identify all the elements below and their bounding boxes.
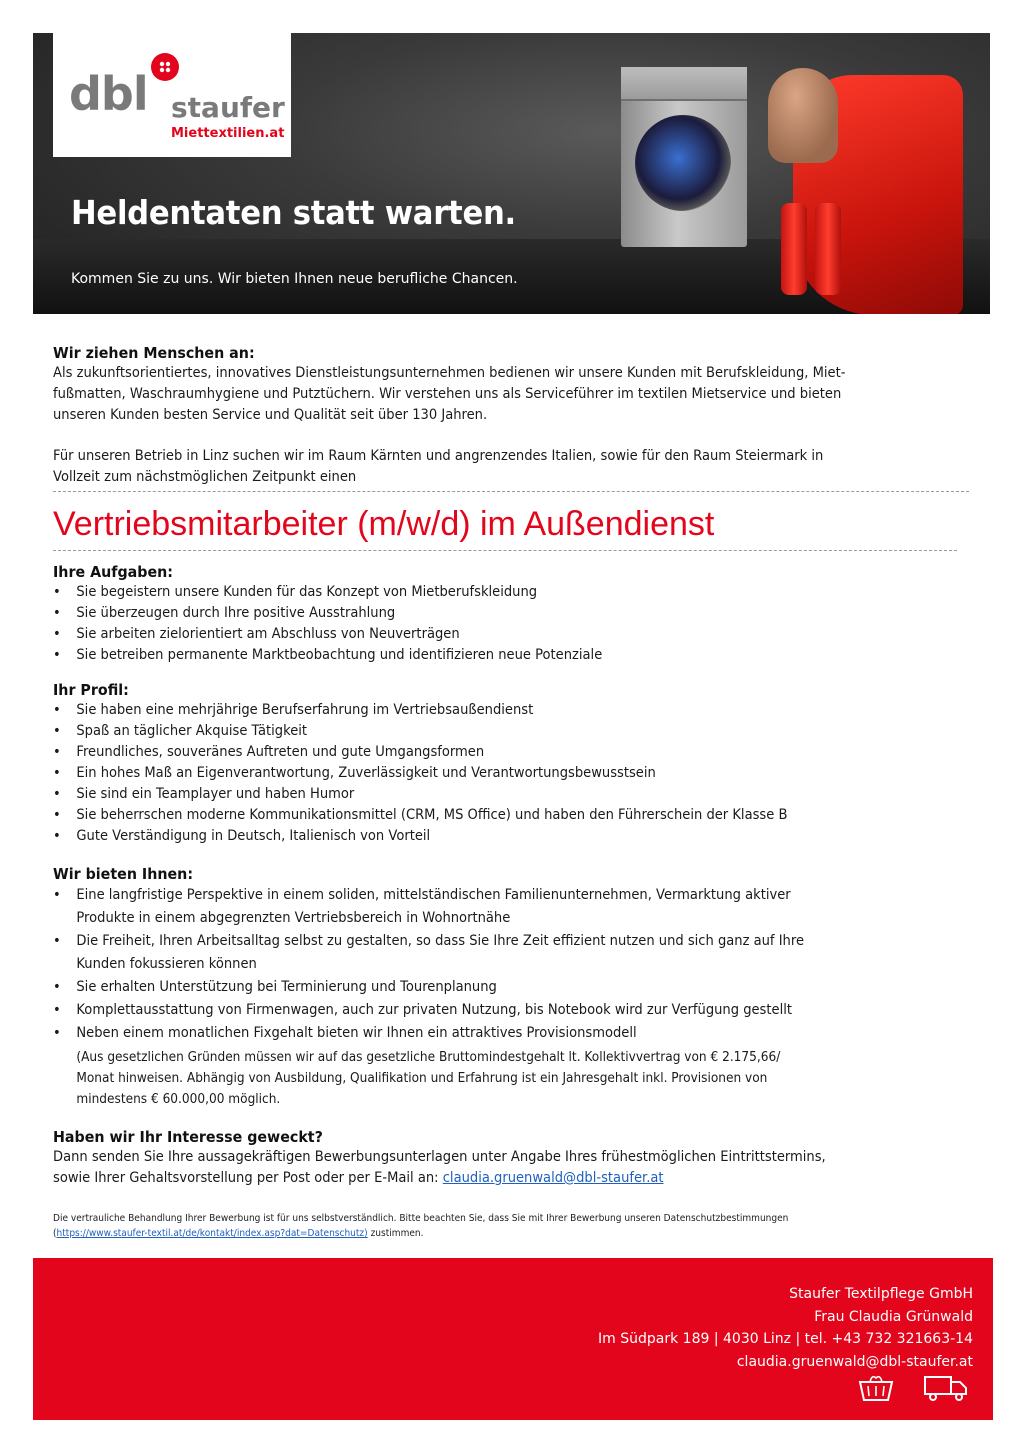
divider [53,550,957,551]
list-item: • Sie haben eine mehrjährige Berufserfahrung im Vertriebsaußendienst [53,702,534,718]
intro-text-line: Als zukunftsorientiertes, innovatives Dienstleistungsunternehmen bedienen wir unsere Kunden mit Berufskleidung, Miet- [53,365,846,381]
profile-list [53,700,958,847]
hero-boot-image [815,203,841,295]
tasks-section [53,562,958,666]
search-text-line: Für unseren Betrieb in Linz suchen wir im Raum Kärnten und angrenzendes Italien, sowie für den Raum Steiermark in [53,448,824,464]
email-link[interactable]: claudia.gruenwald@dbl-staufer.at [442,1170,664,1186]
interest-text-line: Dann senden Sie Ihre aussagekräftigen Bewerbungsunterlagen unter Angabe Ihres frühestmöglichen Eintrittstermins, [53,1149,826,1165]
job-title: Vertriebsmitarbeiter (m/w/d) im Außendienst [53,505,715,543]
privacy-section [53,1211,958,1241]
footer-address-block [598,1283,973,1373]
hero-boot-image [781,203,807,295]
washing-machine-image [621,67,747,247]
footer-contact: Frau Claudia Grünwald [814,1308,973,1325]
intro-text-line: unseren Kunden besten Service und Qualität seit über 130 Jahren. [53,407,488,423]
list-item: • Ein hohes Maß an Eigenverantwortung, Zuverlässigkeit und Verantwortungsbewusstsein [53,765,656,781]
intro-heading: Wir ziehen Menschen an: [53,344,255,362]
banner-headline: Heldentaten statt warten. [71,193,516,232]
tasks-list [53,582,958,666]
interest-section [53,1127,958,1189]
profile-section [53,680,958,847]
footer-address: Im Südpark 189 | 4030 Linz | tel. +43 732 321663-14 [598,1331,973,1347]
list-item: • Sie betreiben permanente Marktbeobachtung und identifizieren neue Potenziale [53,647,603,663]
logo-brand-text: staufer [171,91,285,124]
logo-dbl-text: dbl [69,67,148,121]
laundry-basket-icon [856,1372,896,1406]
salary-note-line: mindestens € 60.000,00 möglich. [76,1092,281,1107]
header-banner [33,33,990,314]
footer-email[interactable]: claudia.gruenwald@dbl-staufer.at [736,1353,973,1370]
offer-section [53,864,958,1110]
list-item: • Sie überzeugen durch Ihre positive Ausstrahlung [53,605,396,621]
list-item: • Sie arbeiten zielorientiert am Abschluss von Neuverträgen [53,626,460,642]
list-item: • Freundliches, souveränes Auftreten und gute Umgangsformen [53,744,485,760]
tasks-heading: Ihre Aufgaben: [53,563,174,581]
salary-note-line: (Aus gesetzlichen Gründen müssen wir auf das gesetzliche Bruttomindestgehalt lt. Kollektivvertrag von € 2.175,66/ [76,1050,781,1065]
privacy-text: Die vertrauliche Behandlung Ihrer Bewerbung ist für uns selbstverständlich. Bitte beachten Sie, dass Sie mit Ihrer Bewerbung unseren Datenschutzbestimmungen [53,1213,789,1224]
list-item: • Sie erhalten Unterstützung bei Terminierung und Tourenplanung [53,979,497,995]
divider [53,491,969,492]
footer [33,1258,993,1420]
list-item: • Sie begeistern unsere Kunden für das Konzept von Mietberufskleidung [53,584,538,600]
logo-subtitle: Miettextilien.at [171,126,285,141]
privacy-text: (https://www.staufer-textil.at/de/kontakt/index.asp?dat=Datenschutz) zustimmen. [53,1228,424,1239]
hero-figure-image [768,68,838,163]
list-item: • Spaß an täglicher Akquise Tätigkeit [53,723,308,739]
offer-list [53,884,958,1045]
intro-section [53,343,958,488]
list-item: • Gute Verständigung in Deutsch, Italienisch von Vorteil [53,828,431,844]
button-logo-icon [151,53,179,81]
list-item: • Sie beherrschen moderne Kommunikationsmittel (CRM, MS Office) und haben den Führerschein der Klasse B [53,807,788,823]
delivery-truck-icon [923,1372,969,1406]
list-item: • Die Freiheit, Ihren Arbeitsalltag selbst zu gestalten, so dass Sie Ihre Zeit effizient nutzen und sich ganz auf Ihre Kunden fokussieren können [53,933,805,972]
list-item: • Eine langfristige Perspektive in einem soliden, mittelständischen Familienunternehmen, Vermarktung aktiver Produkte in einem abgegrenzten Vertriebsbereich in Wohnortnähe [53,887,791,926]
list-item: • Komplettausstattung von Firmenwagen, auch zur privaten Nutzung, bis Notebook wird zur Verfügung gestellt [53,1002,792,1018]
offer-heading: Wir bieten Ihnen: [53,865,194,883]
interest-heading: Haben wir Ihr Interesse geweckt? [53,1128,323,1146]
salary-note-line: Monat hinweisen. Abhängig von Ausbildung, Qualifikation und Erfahrung ist ein Jahresgehalt inkl. Provisionen von [76,1071,768,1086]
profile-heading: Ihr Profil: [53,681,129,699]
interest-text-line: sowie Ihrer Gehaltsvorstellung per Post oder per E-Mail an: claudia.gruenwald@dbl-staufer.at [53,1170,664,1186]
list-item: • Neben einem monatlichen Fixgehalt bieten wir Ihnen ein attraktives Provisionsmodell [53,1025,637,1041]
banner-subline: Kommen Sie zu uns. Wir bieten Ihnen neue berufliche Chancen. [71,271,518,287]
intro-text-line: fußmatten, Waschraumhygiene und Putztüchern. Wir verstehen uns als Serviceführer im textilen Mietservice und bieten [53,386,842,402]
search-text-line: Vollzeit zum nächstmöglichen Zeitpunkt einen [53,469,357,485]
list-item: • Sie sind ein Teamplayer und haben Humor [53,786,355,802]
company-logo [53,33,291,157]
footer-icons [856,1372,969,1406]
privacy-link[interactable]: https://www.staufer-textil.at/de/kontakt/index.asp?dat=Datenschutz) [56,1228,368,1239]
footer-company: Staufer Textilpflege GmbH [789,1286,973,1302]
